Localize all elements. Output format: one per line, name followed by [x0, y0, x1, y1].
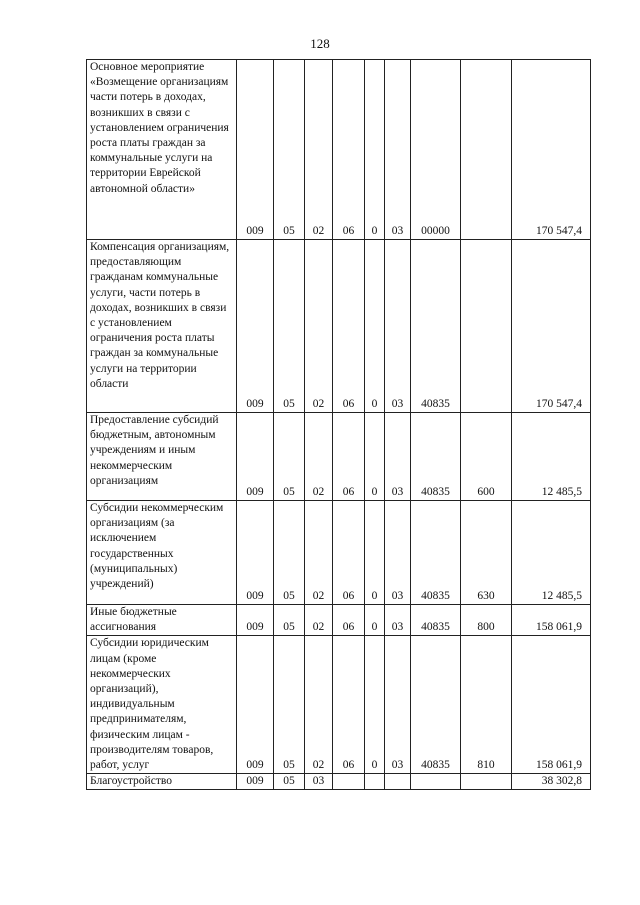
- program-code: 06: [333, 60, 365, 240]
- subsection-code: 02: [305, 60, 333, 240]
- section-code: 05: [274, 501, 305, 605]
- direction-code: 40835: [411, 605, 461, 636]
- row-name: Основное мероприятие «Возмещение организациям части потерь в доходах, возникших в связи с установлением ограничения роста платы граждан за коммунальные услуги на территории Еврейской автономной области»: [87, 60, 237, 240]
- row-name: Компенсация организациям, предоставляющим гражданам коммунальные услуги, части потерь в доходах, возникших в связи с установлением ограничения роста платы граждан за коммунальные услуги на территории области: [87, 240, 237, 413]
- row-name: Предоставление субсидий бюджетным, автономным учреждениям и иным некоммерческим организациям: [87, 413, 237, 501]
- subprogram-code: [365, 774, 385, 790]
- subprogram-code: 0: [365, 60, 385, 240]
- main-event-code: 03: [385, 605, 411, 636]
- section-code: 05: [274, 413, 305, 501]
- page-number: 128: [310, 36, 330, 51]
- subsection-code: 02: [305, 240, 333, 413]
- subsection-code: 02: [305, 636, 333, 774]
- program-code: 06: [333, 605, 365, 636]
- subsection-code: 02: [305, 413, 333, 501]
- ministry-code: 009: [237, 501, 274, 605]
- main-event-code: 03: [385, 240, 411, 413]
- ministry-code: 009: [237, 636, 274, 774]
- section-code: 05: [274, 636, 305, 774]
- subsection-code: 03: [305, 774, 333, 790]
- ministry-code: 009: [237, 413, 274, 501]
- subprogram-code: 0: [365, 636, 385, 774]
- table-row: [87, 413, 591, 501]
- subprogram-code: 0: [365, 501, 385, 605]
- row-name: Иные бюджетные ассигнования: [87, 605, 237, 636]
- amount: 12 485,5: [512, 413, 591, 501]
- subprogram-code: 0: [365, 240, 385, 413]
- section-code: 05: [274, 60, 305, 240]
- ministry-code: 009: [237, 60, 274, 240]
- expense-type-code: 630: [461, 501, 512, 605]
- ministry-code: 009: [237, 774, 274, 790]
- expense-type-code: 800: [461, 605, 512, 636]
- program-code: [333, 774, 365, 790]
- table-row: [87, 60, 591, 240]
- subsection-code: 02: [305, 605, 333, 636]
- amount: 12 485,5: [512, 501, 591, 605]
- direction-code: 00000: [411, 60, 461, 240]
- ministry-code: 009: [237, 605, 274, 636]
- ministry-code: 009: [237, 240, 274, 413]
- amount: 38 302,8: [512, 774, 591, 790]
- amount: 170 547,4: [512, 60, 591, 240]
- direction-code: [411, 774, 461, 790]
- main-event-code: [385, 774, 411, 790]
- program-code: 06: [333, 636, 365, 774]
- amount: 158 061,9: [512, 636, 591, 774]
- expense-type-code: [461, 240, 512, 413]
- main-event-code: 03: [385, 413, 411, 501]
- program-code: 06: [333, 240, 365, 413]
- table-row: [87, 774, 591, 790]
- main-event-code: 03: [385, 60, 411, 240]
- subprogram-code: 0: [365, 605, 385, 636]
- row-name: Субсидии юридическим лицам (кроме некоммерческих организаций), индивидуальным предпринимателям, физическим лицам - производителям товаров, работ, услуг: [87, 636, 237, 774]
- subsection-code: 02: [305, 501, 333, 605]
- amount: 158 061,9: [512, 605, 591, 636]
- budget-table: [86, 59, 591, 790]
- direction-code: 40835: [411, 501, 461, 605]
- section-code: 05: [274, 240, 305, 413]
- expense-type-code: [461, 60, 512, 240]
- row-name: Благоустройство: [87, 774, 237, 790]
- subprogram-code: 0: [365, 413, 385, 501]
- direction-code: 40835: [411, 636, 461, 774]
- row-name: Субсидии некоммерческим организациям (за исключением государственных (муниципальных) учреждений): [87, 501, 237, 605]
- direction-code: 40835: [411, 413, 461, 501]
- program-code: 06: [333, 501, 365, 605]
- amount: 170 547,4: [512, 240, 591, 413]
- table-row: [87, 605, 591, 636]
- table-row: [87, 240, 591, 413]
- table-row: [87, 636, 591, 774]
- section-code: 05: [274, 605, 305, 636]
- main-event-code: 03: [385, 636, 411, 774]
- expense-type-code: [461, 774, 512, 790]
- expense-type-code: 600: [461, 413, 512, 501]
- expense-type-code: 810: [461, 636, 512, 774]
- table-row: [87, 501, 591, 605]
- direction-code: 40835: [411, 240, 461, 413]
- section-code: 05: [274, 774, 305, 790]
- program-code: 06: [333, 413, 365, 501]
- main-event-code: 03: [385, 501, 411, 605]
